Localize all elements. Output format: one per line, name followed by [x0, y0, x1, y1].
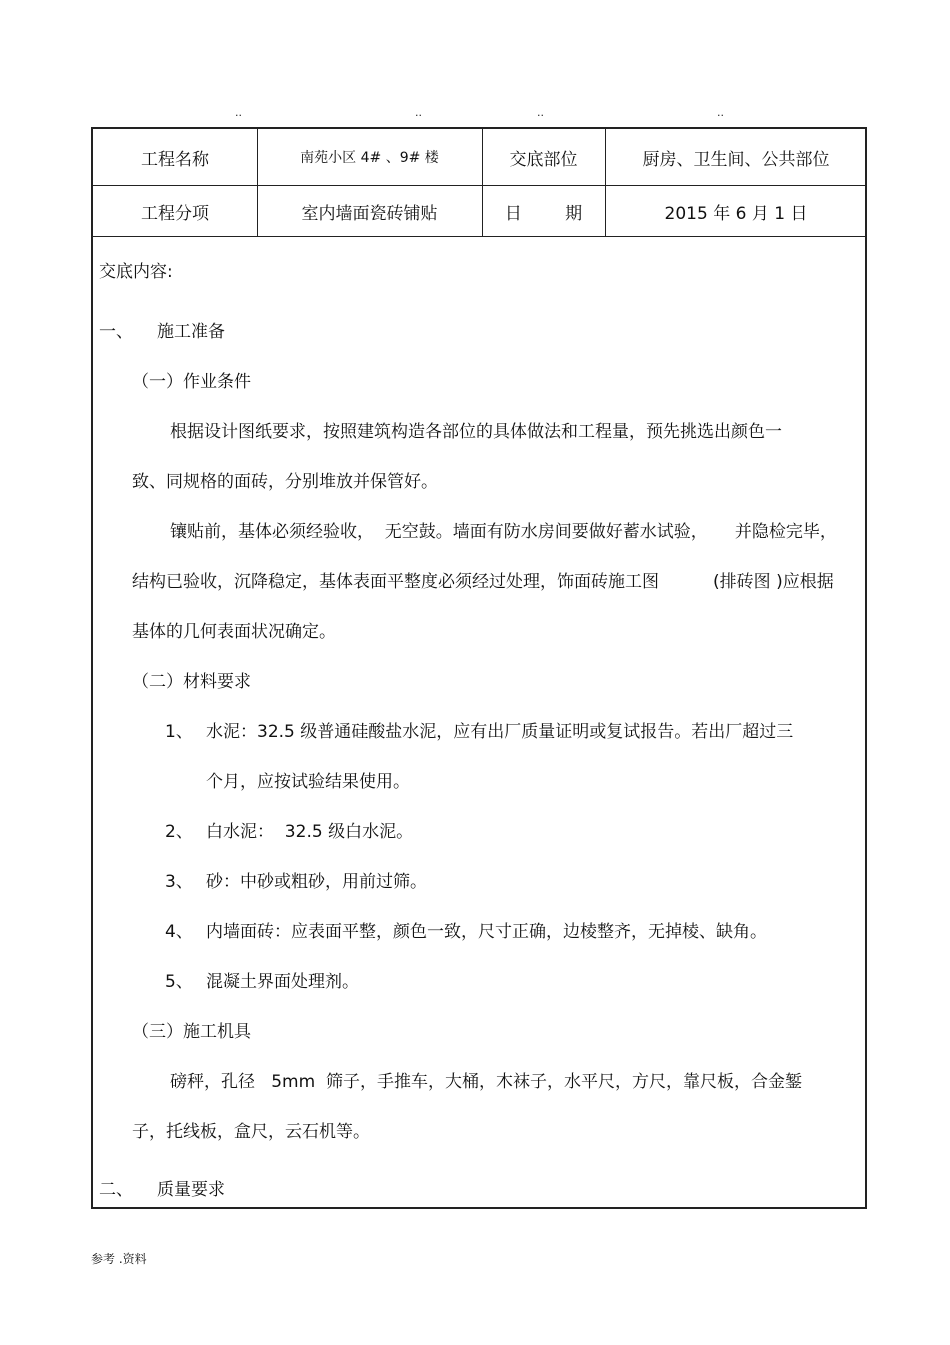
list-item-number: 3、 — [165, 872, 193, 892]
header-dots: .. — [717, 106, 724, 119]
paragraph-line: 致、同规格的面砖，分别堆放并保管好。 — [132, 472, 438, 492]
header-dots: .. — [235, 106, 242, 119]
list-item-number: 4、 — [165, 922, 193, 942]
paragraph-line: 基体的几何表面状况确定。 — [132, 622, 336, 642]
paragraph-line: 结构已验收，沉降稳定，基体表面平整度必须经过处理，饰面砖施工图 (排砖图 )应根据 — [132, 572, 834, 592]
table-row — [93, 129, 865, 186]
date-label: 日 期 — [504, 203, 583, 224]
location-value: 厨房、卫生间、公共部位 — [642, 149, 830, 170]
list-item: 砂：中砂或粗砂，用前过筛。 — [206, 872, 427, 892]
list-item: 白水泥： 32.5 级白水泥。 — [206, 822, 414, 842]
page-footer: 参考 .资料 — [91, 1252, 147, 1266]
header-dots: .. — [415, 106, 422, 119]
subsection-title: （一）作业条件 — [132, 372, 251, 392]
list-item: 水泥：32.5 级普通硅酸盐水泥，应有出厂质量证明或复试报告。若出厂超过三 — [206, 722, 794, 742]
paragraph-line: 根据设计图纸要求，按照建筑构造各部位的具体做法和工程量，预先挑选出颜色一 — [170, 422, 782, 442]
subitem-value: 室内墙面瓷砖铺贴 — [301, 203, 438, 224]
list-item-number: 1、 — [165, 722, 193, 742]
location-label: 交底部位 — [509, 149, 578, 170]
subitem-label: 工程分项 — [141, 203, 209, 224]
paragraph-line: 子，托线板，盒尺，云石机等。 — [132, 1122, 370, 1142]
list-item: 内墙面砖：应表面平整，颜色一致，尺寸正确，边棱整齐，无掉棱、缺角。 — [206, 922, 767, 942]
table-row — [93, 186, 865, 237]
header-dots: .. — [537, 106, 544, 119]
list-item-number: 2、 — [165, 822, 193, 842]
list-item: 混凝土界面处理剂。 — [206, 972, 359, 992]
date-value: 2015 年 6 月 1 日 — [664, 203, 808, 224]
content-heading: 交底内容: — [99, 262, 173, 282]
paragraph-line: 镶贴前，基体必须经验收， 无空鼓。墙面有防水房间要做好蓄水试验， 并隐检完毕， — [170, 522, 837, 542]
list-item: 个月，应按试验结果使用。 — [206, 772, 410, 792]
project-name-value: 南苑小区 4# 、9# 楼 — [300, 150, 439, 166]
project-name-label: 工程名称 — [141, 149, 209, 170]
section-number: 二、 — [99, 1180, 133, 1200]
subsection-title: （二）材料要求 — [132, 672, 251, 692]
section-number: 一、 — [99, 322, 133, 342]
section-title: 质量要求 — [157, 1180, 225, 1200]
subsection-title: （三）施工机具 — [132, 1022, 251, 1042]
list-item-number: 5、 — [165, 972, 193, 992]
section-title: 施工准备 — [157, 322, 225, 342]
paragraph-line: 磅秤，孔径 5mm 筛子，手推车，大桶，木袜子，水平尺，方尺，靠尺板，合金錾 — [170, 1072, 802, 1092]
